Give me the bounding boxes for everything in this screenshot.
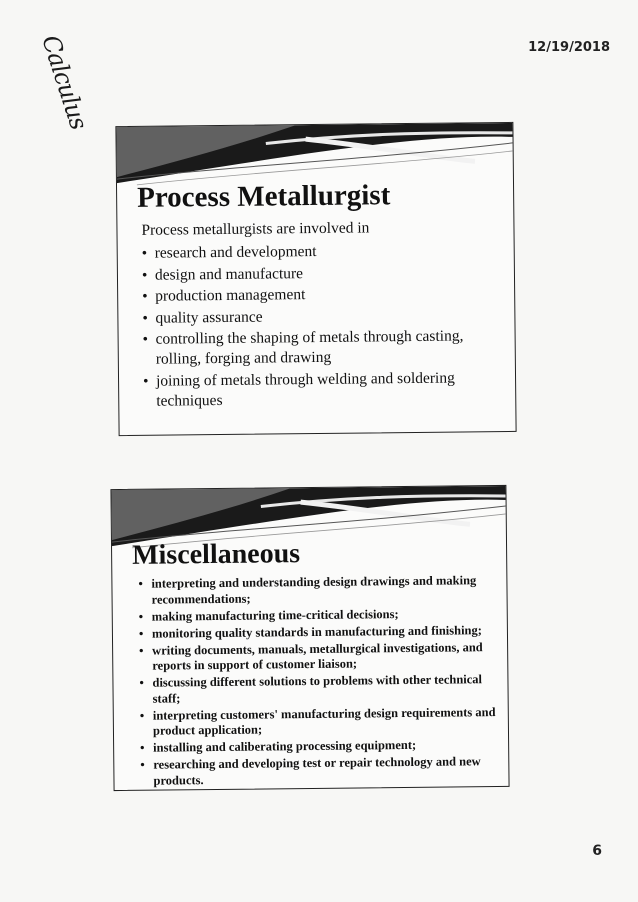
bullet-icon: • <box>142 372 149 390</box>
list-item: • joining of metals through welding and soldering techniques <box>142 369 455 410</box>
slide-process-metallurgist <box>115 122 516 436</box>
bullet-icon: • <box>141 244 148 262</box>
list-item: • discussing different solutions to problems with other technical staff; <box>139 672 483 706</box>
bullet-icon: • <box>138 626 144 641</box>
list-item: • interpreting customers' manufacturing design requirements and product application; <box>139 704 496 738</box>
bullet-list <box>138 573 500 790</box>
list-item: • writing documents, manuals, metallurgical investigations, and reports in support of customer liaison; <box>139 639 483 673</box>
bullet-icon: • <box>142 287 148 305</box>
bullet-icon: • <box>138 609 144 624</box>
list-item: • production management <box>142 286 306 305</box>
bullet-list <box>142 240 504 413</box>
slide-title: Miscellaneous <box>131 538 301 571</box>
bullet-icon: • <box>139 708 145 723</box>
list-item: • quality assurance <box>142 308 263 327</box>
page-date: 12/19/2018 <box>528 40 610 55</box>
bullet-icon: • <box>139 643 144 658</box>
list-item: • installing and caliberating processing equipment; <box>140 737 417 755</box>
bullet-icon: • <box>142 309 148 327</box>
bullet-icon: • <box>139 675 144 690</box>
slide-intro: Process metallurgists are involved in <box>141 219 370 239</box>
bullet-icon: • <box>142 330 149 348</box>
slide-title: Process Metallurgist <box>136 179 391 214</box>
list-item: • research and development <box>141 242 317 262</box>
slide-miscellaneous <box>110 485 509 791</box>
bullet-icon: • <box>141 266 148 284</box>
list-item: • monitoring quality standards in manufacturing and finishing; <box>138 622 482 641</box>
list-item: • making manufacturing time-critical decisions; <box>138 606 399 624</box>
bullet-icon: • <box>138 576 143 591</box>
handwritten-note: Calculus <box>36 31 93 133</box>
list-item: • controlling the shaping of metals through casting, rolling, forging and drawing <box>142 327 464 368</box>
list-item: • design and manufacture <box>141 264 304 284</box>
list-item: • interpreting and understanding design drawings and making recommendations; <box>138 573 477 607</box>
page-number: 6 <box>592 843 602 859</box>
bullet-icon: • <box>140 740 145 755</box>
bullet-icon: • <box>140 757 145 772</box>
list-item: • researching and developing test or repair technology and new products. <box>140 754 481 788</box>
